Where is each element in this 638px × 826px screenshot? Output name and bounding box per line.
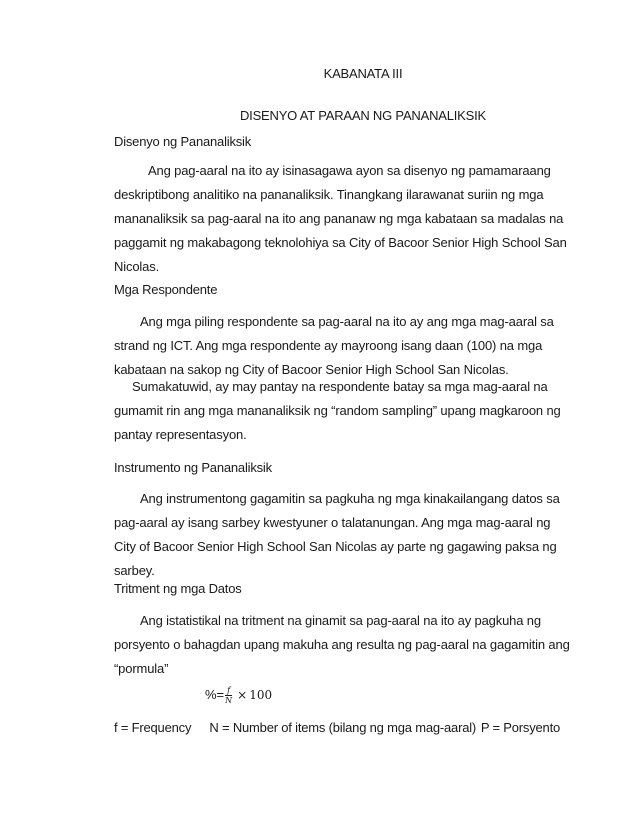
section-heading-disenyo: Disenyo ng Pananaliksik <box>114 134 252 149</box>
percentage-formula <box>205 686 272 705</box>
paragraph-line: deskriptibong analitiko na pananaliksik. Tinangkang ilarawanat suriin ng mga <box>114 187 544 202</box>
paragraph-line: sarbey. <box>114 563 155 578</box>
paragraph-line: Ang mga piling respondente sa pag-aaral na ito ay ang mga mag-aaral sa <box>140 314 554 329</box>
paragraph-respondente-2 <box>114 375 564 447</box>
legend-frequency: f = Frequency <box>114 720 192 735</box>
formula-denominator: N <box>225 696 233 705</box>
paragraph-line: Nicolas. <box>114 259 160 274</box>
paragraph-line: City of Bacoor Senior High School San Nicolas ay parte ng gagawing paksa ng <box>114 539 557 554</box>
formula-times: × <box>237 687 248 702</box>
legend-number-of-items: N = Number of items (bilang ng mga mag-aaral) <box>209 720 477 735</box>
paragraph-line: pag-aaral ay isang sarbey kwestyuner o talatanungan. Ang mga mag-aaral ng <box>114 515 551 530</box>
formula-numerator: f <box>225 686 232 696</box>
paragraph-line: pantay representasyon. <box>114 427 247 442</box>
section-heading-instrumento: Instrumento ng Pananaliksik <box>114 460 272 475</box>
formula-fraction <box>225 686 232 705</box>
formula-legend <box>114 720 560 735</box>
formula-lhs: %= <box>205 686 225 702</box>
paragraph-line: Ang istatistikal na tritment na ginamit sa pag-aaral na ito ay pagkuha ng <box>140 613 541 628</box>
paragraph-line: porsyento o bahagdan upang makuha ang resulta ng pag-aaral na gagamitin ang <box>114 637 570 652</box>
legend-porsyento: P = Porsyento <box>480 720 561 735</box>
paragraph-line: Ang instrumentong gagamitin sa pagkuha ng mga kinakailangang datos sa <box>140 491 560 506</box>
paragraph-tritment <box>114 609 570 681</box>
paragraph-line: mananaliksik sa pag-aaral na ito ang pananaw ng mga kabataan sa madalas na <box>114 211 564 226</box>
paragraph-line: paggamit ng makabagong teknolohiya sa City of Bacoor Senior High School San <box>114 235 567 250</box>
chapter-title: KABANATA III <box>323 66 403 81</box>
paragraph-line: Sumakatuwid, ay may pantay na respondente batay sa mga mag-aaral na <box>132 379 548 394</box>
formula-constant: 100 <box>249 687 273 702</box>
paragraph-disenyo <box>114 159 567 279</box>
paragraph-line: Ang pag-aaral na ito ay isinasagawa ayon sa disenyo ng pamamaraang <box>148 163 551 178</box>
section-heading-respondente: Mga Respondente <box>114 282 218 297</box>
paragraph-line: “pormula” <box>114 661 169 676</box>
document-title: DISENYO AT PARAAN NG PANANALIKSIK <box>239 108 486 123</box>
section-heading-tritment: Tritment ng mga Datos <box>114 581 242 596</box>
paragraph-instrumento <box>114 487 564 583</box>
paragraph-line: gumamit rin ang mga mananaliksik ng “random sampling” upang magkaroon ng <box>114 403 561 418</box>
paragraph-line: kabataan na sakop ng City of Bacoor Senior High School San Nicolas. <box>114 362 509 377</box>
paragraph-respondente <box>114 310 564 382</box>
paragraph-line: strand ng ICT. Ang mga respondente ay mayroong isang daan (100) na mga <box>114 338 543 353</box>
